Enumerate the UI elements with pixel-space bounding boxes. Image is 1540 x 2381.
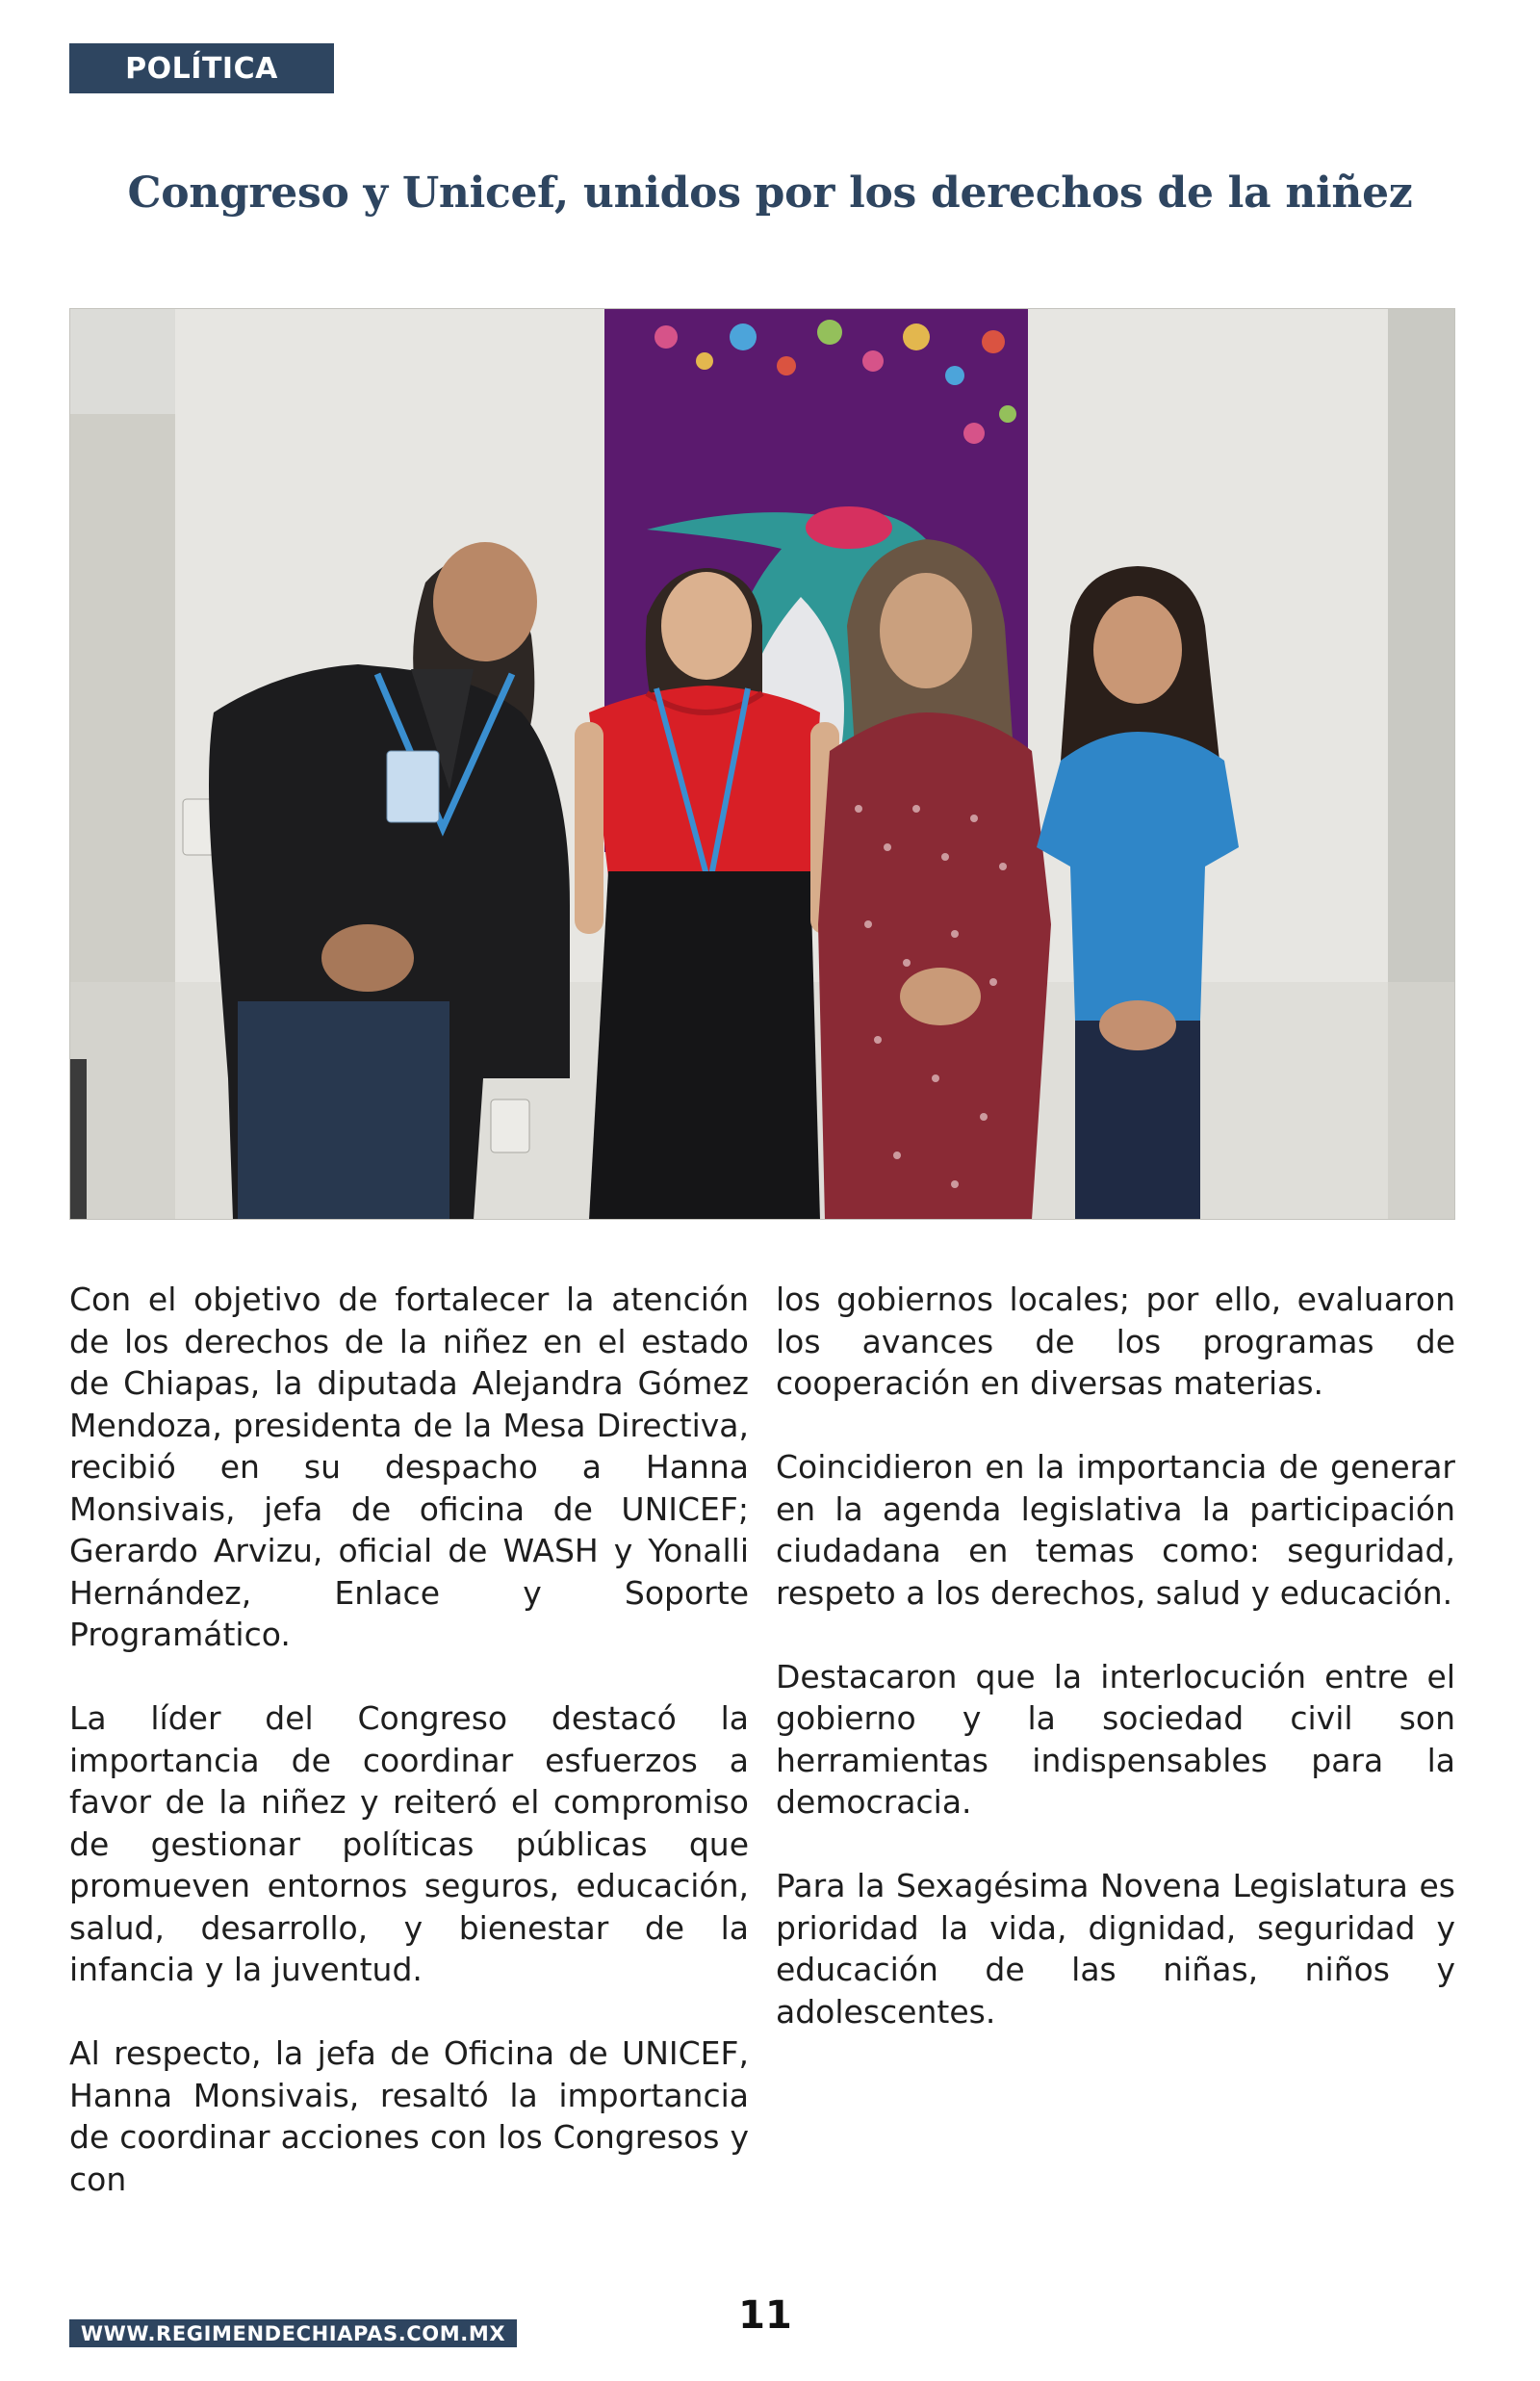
article-left-column <box>69 1279 749 2242</box>
paragraph: Coincidieron en la importancia de generar en la agenda legislativa la participación ciudadana en temas como: seguridad, respeto a los derechos, salud y educación. <box>776 1448 1455 1612</box>
article-photo <box>69 308 1455 1220</box>
website-link[interactable]: WWW.REGIMENDECHIAPAS.COM.MX <box>69 2319 517 2347</box>
paragraph: La líder del Congreso destacó la importancia de coordinar esfuerzos a favor de la niñez y reiteró el compromiso de gestionar políticas públicas que promueven entornos seguros, educación, salud, desarrollo, y bienestar de la infancia y la juventud. <box>69 1699 749 1988</box>
page-number: 11 <box>738 2293 792 2338</box>
paragraph: Destacaron que la interlocución entre el gobierno y la sociedad civil son herramientas indispensables para la democracia. <box>776 1657 1455 1821</box>
paragraph: los gobiernos locales; por ello, evaluaron los avances de los programas de cooperación en diversas materias. <box>776 1281 1455 1402</box>
article-right-column <box>776 1279 1455 2075</box>
section-label: POLÍTICA <box>69 43 334 93</box>
paragraph: Con el objetivo de fortalecer la atención de los derechos de la niñez en el estado de Chiapas, la diputada Alejandra Gómez Mendoza, presidenta de la Mesa Directiva, recibió en su despacho a Hanna Monsivais, jefa de oficina de UNICEF; Gerardo Arvizu, oficial de WASH y Yonalli Hernández, Enlace y Soporte Programático. <box>69 1281 749 1653</box>
article-headline: Congreso y Unicef, unidos por los derechos de la niñez <box>127 168 1413 218</box>
paragraph: Para la Sexagésima Novena Legislatura es prioridad la vida, dignidad, seguridad y educación de las niñas, niños y adolescentes. <box>776 1867 1455 2031</box>
paragraph: Al respecto, la jefa de Oficina de UNICEF, Hanna Monsivais, resaltó la importancia de coordinar acciones con los Congresos y con <box>69 2034 749 2198</box>
